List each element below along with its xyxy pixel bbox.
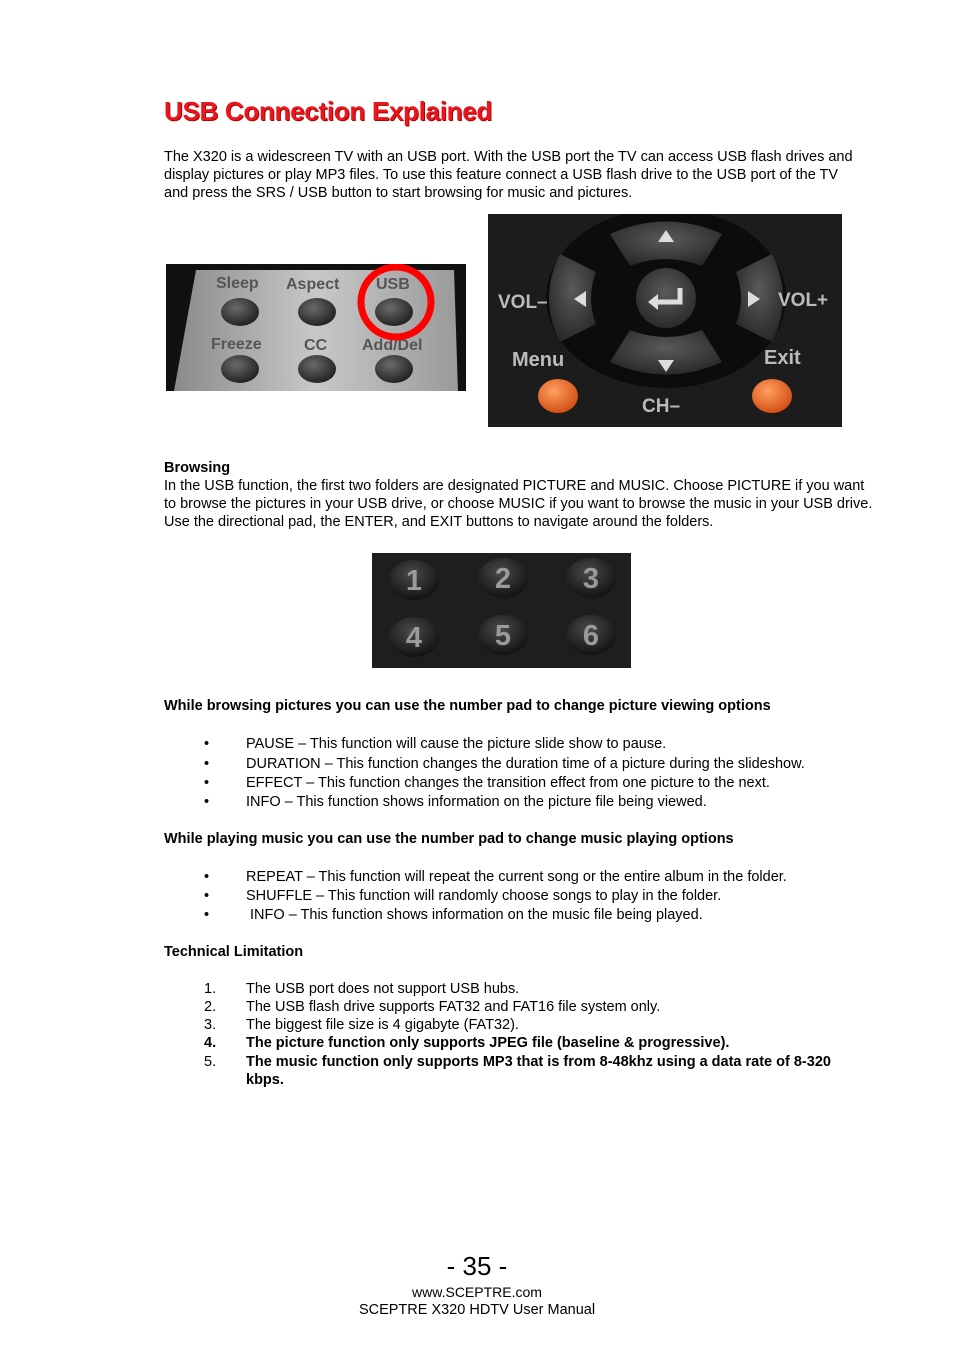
menu-button [538, 379, 578, 413]
page-number: - 35 - [446, 1251, 508, 1281]
limitations-heading: Technical Limitation [164, 944, 304, 960]
browsing-heading: Browsing [164, 460, 231, 476]
footer-manual-title: SCEPTRE X320 HDTV User Manual [358, 1302, 596, 1318]
bullet-icon: • [204, 775, 210, 791]
key-2: 2 [494, 563, 512, 595]
footer-website: www.SCEPTRE.com [412, 1284, 542, 1300]
bullet-icon: • [204, 888, 210, 904]
remote-dpad-photo [488, 214, 842, 427]
bullet-icon: • [204, 869, 210, 885]
numpad-photo [372, 553, 631, 668]
bullet-icon: • [204, 756, 210, 772]
key-1: 1 [405, 565, 423, 597]
pictures-heading: While browsing pictures you can use the number pad to change picture viewing options [164, 698, 771, 714]
bullet-icon: • [204, 736, 210, 752]
aspect-label: Aspect [286, 276, 340, 293]
exit-label: Exit [764, 347, 801, 369]
key-3: 3 [582, 563, 600, 595]
remote-usb-button-photo [166, 264, 466, 391]
key-5: 5 [494, 620, 512, 652]
bullet-icon: • [204, 794, 210, 810]
intro-paragraph: The X320 is a widescreen TV with an USB port. With the USB port the TV can access USB flash drives and display pictures or play MP3 files. To use this feature connect a USB flash drive to the USB port of the TV and press the SRS / USB button to start browsing for music and pictures. [164, 149, 853, 202]
vol-plus-label: VOL+ [778, 290, 829, 311]
sleep-label: Sleep [216, 275, 259, 292]
page-title: USB Connection Explained [164, 96, 492, 126]
vol-minus-label: VOL– [498, 292, 548, 313]
exit-button [752, 379, 792, 413]
cc-label: CC [304, 337, 328, 354]
key-4: 4 [405, 622, 423, 654]
browsing-paragraph: In the USB function, the first two folders are designated PICTURE and MUSIC. Choose PICTURE if you want to browse the pictures in your USB drive, or choose MUSIC if you want to browse the music in your USB drive. Use the directional pad, the ENTER, and EXIT buttons to navigate around the folders. [164, 478, 873, 531]
menu-label: Menu [512, 349, 565, 371]
usb-label: USB [376, 276, 410, 293]
music-heading: While playing music you can use the number pad to change music playing options [164, 831, 734, 847]
ch-minus-label: CH– [642, 396, 681, 417]
bullet-icon: • [204, 907, 210, 923]
key-6: 6 [582, 620, 600, 652]
add-del-label: Add/Del [362, 337, 423, 354]
freeze-label: Freeze [211, 336, 262, 353]
